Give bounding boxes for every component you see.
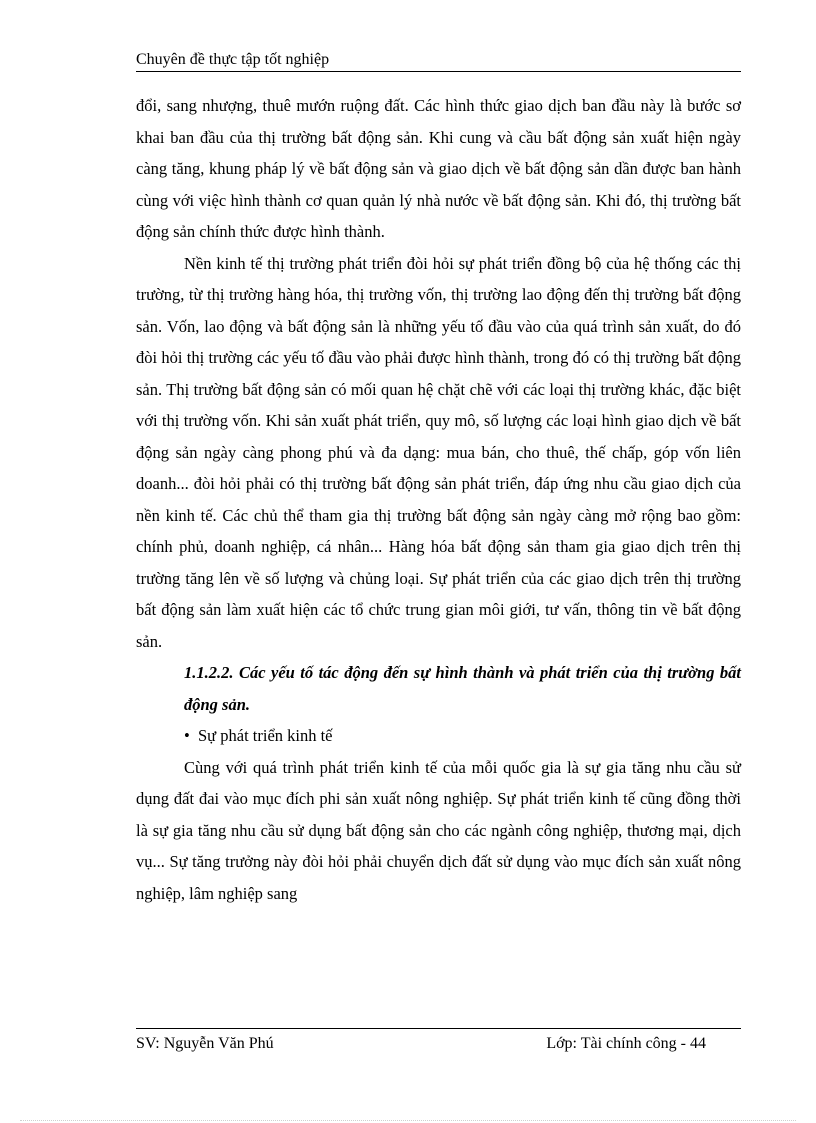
bullet-icon: •	[184, 726, 190, 745]
paragraph-continuation: đổi, sang nhượng, thuê mướn ruộng đất. Các hình thức giao dịch ban đầu này là bước sơ khai ban đầu của thị trường bất động sản. Khi cung và cầu bất động sản xuất hiện ngày càng tăng, khung pháp lý về bất động sản và giao dịch về bất động sản dần được ban hành cùng với việc hình thành cơ quan quản lý nhà nước về bất động sản. Khi đó, thị trường bất động sản chính thức được hình thành.	[136, 96, 741, 241]
bullet-item-text: Sự phát triển kinh tế	[198, 726, 333, 745]
section-heading: 1.1.2.2. Các yếu tố tác động đến sự hình thành và phát triển của thị trường bất động sản.	[184, 663, 741, 714]
paragraph-economic-growth: Cùng với quá trình phát triển kinh tế của mỗi quốc gia là sự gia tăng nhu cầu sử dụng đất đai vào mục đích phi sản xuất nông nghiệp. Sự phát triển kinh tế cũng đồng thời là sự gia tăng nhu cầu sử dụng bất động sản cho các ngành công nghiệp, thương mại, dịch vụ... Sự tăng trưởng này đòi hỏi phải chuyển dịch đất sử dụng vào mục đích sản xuất nông nghiệp, lâm nghiệp sang	[136, 757, 741, 903]
header-title: Chuyên đề thực tập tốt nghiệp	[136, 51, 330, 68]
paragraph-market-development: Nền kinh tế thị trường phát triển đòi hỏi sự phát triển đồng bộ của hệ thống các thị trường, từ thị trường hàng hóa, thị trường vốn, thị trường lao động đến thị trường bất động sản. Vốn, lao động và bất động sản là những yếu tố đầu vào của quá trình sản xuất, do đó đòi hỏi thị trường các yếu tố đầu vào phải được hình thành, trong đó có thị trường bất động sản. Thị trường bất động sản có mối quan hệ chặt chẽ với các loại thị trường khác, đặc biệt với thị trường vốn. Khi sản xuất phát triển, quy mô, số lượng các loại hình giao dịch về bất động sản ngày càng phong phú và đa dạng: mua bán, cho thuê, thế chấp, góp vốn liên doanh... đòi hỏi phải có thị trường bất động sản phát triển, đáp ứng nhu cầu giao dịch của nền kinh tế. Các chủ thể tham gia thị trường bất động sản ngày càng mở rộng bao gồm: chính phủ, doanh nghiệp, cá nhân... Hàng hóa bất động sản tham gia giao dịch trên thị trường tăng lên về số lượng và chủng loại. Sự phát triển của các giao dịch trên thị trường bất động sản làm xuất hiện các tổ chức trung gian môi giới, tư vấn, thông tin về bất động sản.	[136, 253, 741, 651]
page-header	[136, 50, 741, 72]
page-body	[136, 90, 741, 909]
bullet-item	[136, 720, 741, 752]
footer-divider	[136, 1028, 741, 1029]
page-edge-divider	[20, 1120, 796, 1121]
page-footer	[136, 1033, 706, 1055]
footer-student-name: SV: Nguyễn Văn Phú	[136, 1035, 274, 1052]
footer-class-name: Lớp: Tài chính công - 44	[546, 1035, 706, 1052]
